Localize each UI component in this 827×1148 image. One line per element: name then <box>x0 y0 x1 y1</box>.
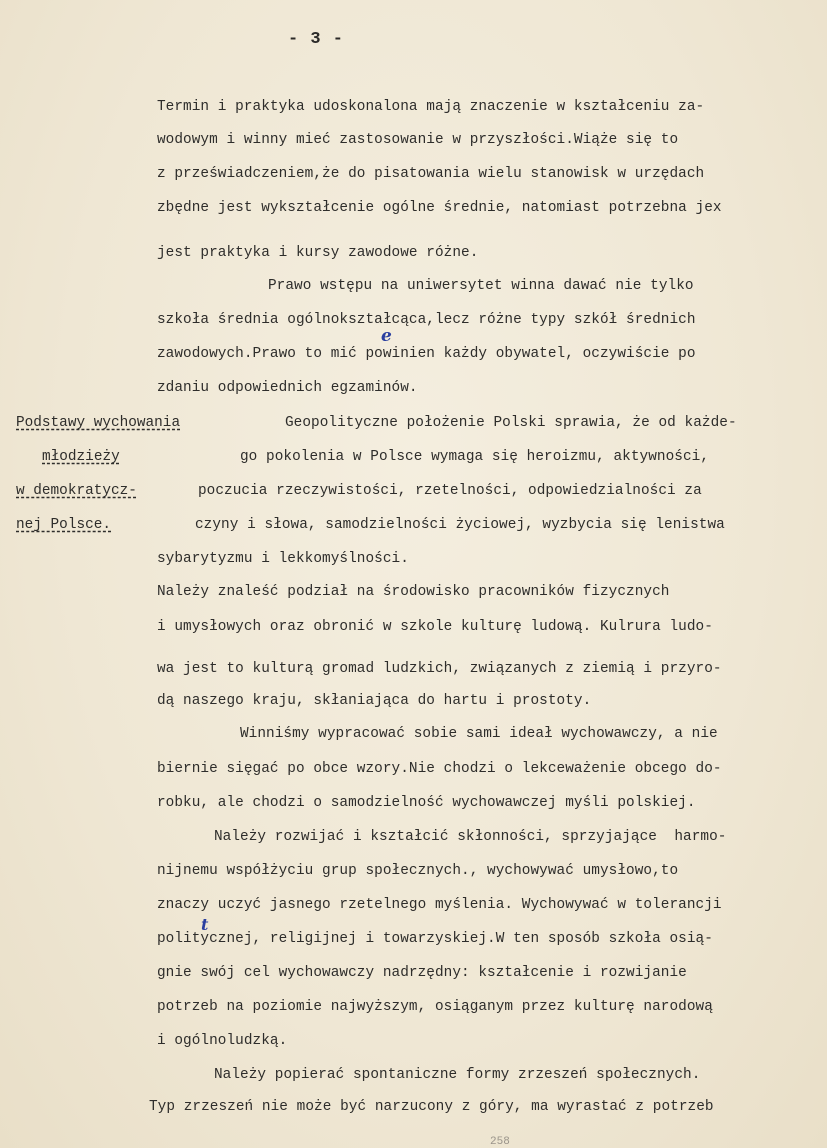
text-line: zawodowych.Prawo to mić powinien każdy obywatel, oczywiście po <box>157 346 696 362</box>
text-line: nijnemu współżyciu grup społecznych., wychowywać umysłowo,to <box>157 863 679 879</box>
text-line: Termin i praktyka udoskonalona mają znaczenie w kształceniu za- <box>157 99 705 115</box>
text-line: wodowym i winny mieć zastosowanie w przyszłości.Wiąże się to <box>157 132 679 148</box>
text-line: Należy popierać spontaniczne formy zrzeszeń społecznych. <box>214 1067 701 1083</box>
text-line: biernie sięgać po obce wzory.Nie chodzi o lekceważenie obcego do- <box>157 761 722 777</box>
text-line: robku, ale chodzi o samodzielność wychowawczej myśli polskiej. <box>157 795 696 811</box>
text-line: dą naszego kraju, skłaniająca do hartu i prostoty. <box>157 693 592 709</box>
text-line: szkoła średnia ogólnokształcąca,lecz różne typy szkół średnich <box>157 312 696 328</box>
text-line: gnie swój cel wychowawczy nadrzędny: kształcenie i rozwijanie <box>157 965 687 981</box>
text-line: jest praktyka i kursy zawodowe różne. <box>157 245 479 261</box>
text-line: i umysłowych oraz obronić w szkole kulturę ludową. Kulrura ludo- <box>157 619 713 635</box>
text-line: potrzeb na poziomie najwyższym, osiąganym przez kulturę narodową <box>157 999 713 1015</box>
text-line: Winniśmy wypracować sobie sami ideał wychowawczy, a nie <box>240 726 718 742</box>
text-line: sybarytyzmu i lekkomyślności. <box>157 551 409 567</box>
text-line: z przeświadczeniem,że do pisatowania wielu stanowisk w urzędach <box>157 166 705 182</box>
text-line: poczucia rzeczywistości, rzetelności, odpowiedzialności za <box>198 483 702 499</box>
text-line: Prawo wstępu na uniwersytet winna dawać nie tylko <box>268 278 694 294</box>
text-line: Należy znaleść podział na środowisko pracowników fizycznych <box>157 584 670 600</box>
margin-heading-line: w demokratycz- <box>16 483 137 499</box>
text-line: Typ zrzeszeń nie może być narzucony z góry, ma wyrastać z potrzeb <box>149 1099 714 1115</box>
margin-heading-line: młodzieży <box>42 449 120 465</box>
ink-correction: e <box>381 326 392 346</box>
ink-correction: t <box>201 915 209 934</box>
text-line: go pokolenia w Polsce wymaga się heroizmu, aktywności, <box>240 449 710 465</box>
margin-heading-line: nej Polsce. <box>16 517 111 533</box>
text-line: zbędne jest wykształcenie ogólne średnie, natomiast potrzebna jex <box>157 200 722 216</box>
text-line: Geopolityczne położenie Polski sprawia, że od każde- <box>285 415 737 431</box>
text-line: politycznej, religijnej i towarzyskiej.W ten sposób szkoła osią- <box>157 931 713 947</box>
margin-heading-line: Podstawy wychowania <box>16 415 181 431</box>
footer-fragment: 258 <box>490 1136 510 1148</box>
page-number: - 3 - <box>288 30 345 49</box>
text-line: wa jest to kulturą gromad ludzkich, związanych z ziemią i przyro- <box>157 661 722 677</box>
text-line: czyny i słowa, samodzielności życiowej, wyzbycia się lenistwa <box>195 517 725 533</box>
text-line: Należy rozwijać i kształcić skłonności, sprzyjające harmo- <box>214 829 727 845</box>
text-line: zdaniu odpowiednich egzaminów. <box>157 380 418 396</box>
text-line: znaczy uczyć jasnego rzetelnego myślenia. Wychowywać w tolerancji <box>157 897 722 913</box>
text-line: i ogólnoludzką. <box>157 1033 288 1049</box>
